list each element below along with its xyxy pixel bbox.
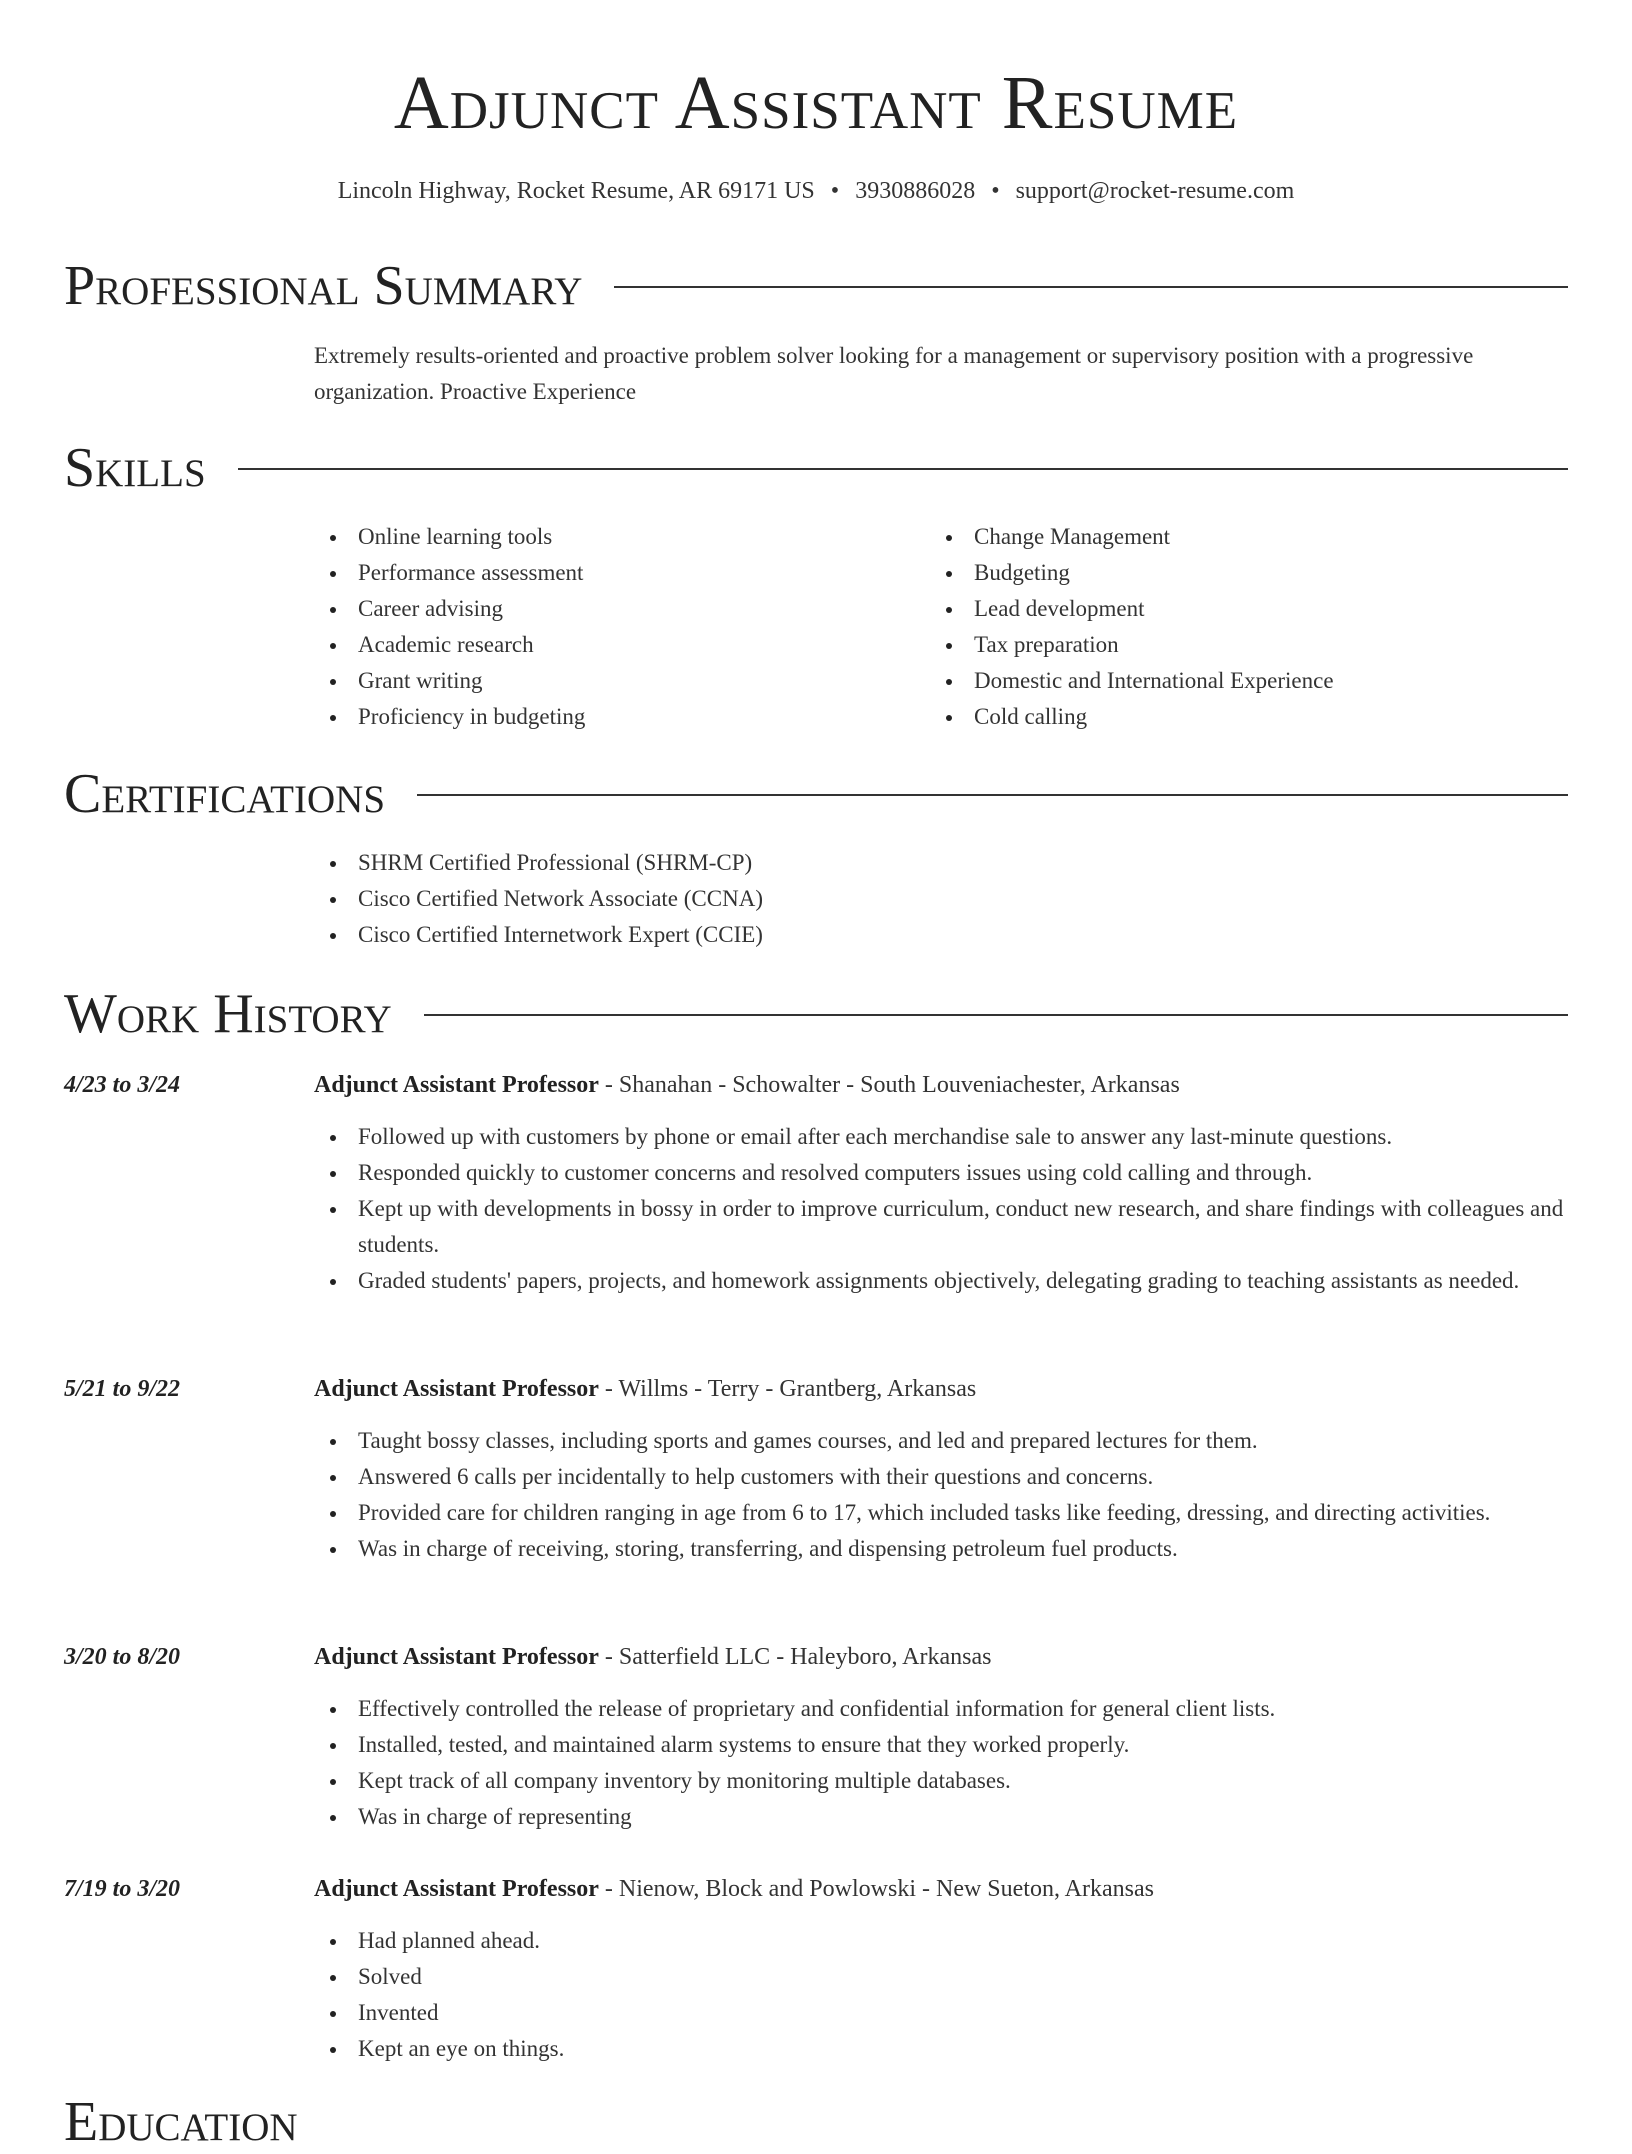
contact-email: support@rocket-resume.com: [1015, 178, 1295, 204]
job-header: [314, 1372, 1574, 1406]
job-dates: 7/19 to 3/20: [64, 1876, 181, 1902]
job-bullet-list: [314, 1423, 1574, 1567]
education-section-title: Education: [64, 2091, 298, 2153]
contact-phone: 3930886028: [855, 178, 976, 204]
skill-item: Performance assessment: [314, 555, 874, 591]
job-title: Adjunct Assistant Professor: [314, 1876, 599, 1902]
skill-item: Budgeting: [930, 555, 1490, 591]
contact-line: [0, 174, 1632, 208]
skills-section-title: Skills: [64, 437, 206, 499]
skill-item: Grant writing: [314, 663, 874, 699]
skill-item: Domestic and International Experience: [930, 663, 1490, 699]
job-bullet: Answered 6 calls per incidentally to help customers with their questions and concerns.: [314, 1459, 1574, 1495]
section-divider: [417, 794, 1568, 796]
job-dates: 5/21 to 9/22: [64, 1376, 181, 1402]
skill-item: Cold calling: [930, 699, 1490, 735]
resume-name: Adjunct Assistant Resume: [393, 61, 1239, 145]
job-header: [314, 1872, 1574, 1906]
section-divider: [614, 286, 1568, 288]
skill-item: Proficiency in budgeting: [314, 699, 874, 735]
certifications-list: [314, 845, 1494, 953]
certification-item: Cisco Certified Network Associate (CCNA): [314, 881, 1494, 917]
job-title: Adjunct Assistant Professor: [314, 1644, 599, 1670]
job-company: - Shanahan - Schowalter - South Louveniachester, Arkansas: [598, 1072, 1180, 1098]
job-bullet: Graded students' papers, projects, and homework assignments objectively, delegating grading to teaching assistants as needed.: [314, 1263, 1574, 1299]
job-bullet: Was in charge of receiving, storing, transferring, and dispensing petroleum fuel products.: [314, 1531, 1574, 1567]
job-bullet: Effectively controlled the release of proprietary and confidential information for general client lists.: [314, 1691, 1574, 1727]
contact-separator: •: [991, 178, 1000, 204]
skill-item: Change Management: [930, 519, 1490, 555]
section-divider: [424, 1014, 1568, 1016]
skill-item: Online learning tools: [314, 519, 874, 555]
job-bullet: Invented: [314, 1995, 1574, 2031]
skills-list-right: [930, 519, 1490, 735]
job-bullet: Kept an eye on things.: [314, 2031, 1574, 2067]
skills-section-header: [64, 436, 1568, 500]
job-dates: 3/20 to 8/20: [64, 1644, 181, 1670]
job-dates: 4/23 to 3/24: [64, 1072, 181, 1098]
job-bullet-list: [314, 1119, 1574, 1299]
skill-item: Tax preparation: [930, 627, 1490, 663]
job-header: [314, 1640, 1574, 1674]
job-company: - Satterfield LLC - Haleyboro, Arkansas: [598, 1644, 992, 1670]
skills-list-left: [314, 519, 874, 735]
job-company: - Nienow, Block and Powlowski - New Sueton, Arkansas: [598, 1876, 1154, 1902]
job-bullet: Solved: [314, 1959, 1574, 1995]
skill-item: Academic research: [314, 627, 874, 663]
certification-item: Cisco Certified Internetwork Expert (CCIE): [314, 917, 1494, 953]
job-bullet-list: [314, 1923, 1574, 2067]
skill-item: Career advising: [314, 591, 874, 627]
section-divider: [238, 468, 1568, 470]
job-bullet: Installed, tested, and maintained alarm systems to ensure that they worked properly.: [314, 1727, 1574, 1763]
job-bullet: Provided care for children ranging in age from 6 to 17, which included tasks like feeding, dressing, and directing activities.: [314, 1495, 1574, 1531]
summary-section-title: Professional Summary: [64, 255, 583, 317]
job-bullet: Taught bossy classes, including sports and games courses, and led and prepared lectures for them.: [314, 1423, 1574, 1459]
job-bullet-list: [314, 1691, 1574, 1835]
job-header: [314, 1068, 1574, 1102]
skill-item: Lead development: [930, 591, 1490, 627]
job-title: Adjunct Assistant Professor: [314, 1376, 599, 1402]
summary-text: Extremely results-oriented and proactive problem solver looking for a management or supervisory position with a progressive organization. Proactive Experience: [314, 343, 1474, 404]
job-bullet: Kept track of all company inventory by monitoring multiple databases.: [314, 1763, 1574, 1799]
contact-separator: •: [830, 178, 840, 204]
certifications-section-title: Certifications: [64, 763, 386, 825]
job-bullet: Responded quickly to customer concerns and resolved computers issues using cold calling and through.: [314, 1155, 1574, 1191]
job-company: - Willms - Terry - Grantberg, Arkansas: [598, 1376, 977, 1402]
job-bullet: Kept up with developments in bossy in order to improve curriculum, conduct new research, and share findings with colleagues and students.: [314, 1191, 1574, 1263]
job-bullet: Followed up with customers by phone or email after each merchandise sale to answer any last-minute questions.: [314, 1119, 1574, 1155]
work-history-section-header: [64, 982, 1568, 1046]
job-title: Adjunct Assistant Professor: [314, 1072, 599, 1098]
summary-section-header: [64, 254, 1568, 318]
job-bullet: Was in charge of representing: [314, 1799, 1574, 1835]
job-bullet: Had planned ahead.: [314, 1923, 1574, 1959]
contact-address: Lincoln Highway, Rocket Resume, AR 69171 US: [337, 178, 815, 204]
certifications-section-header: [64, 762, 1568, 826]
work-history-section-title: Work History: [64, 983, 392, 1045]
certification-item: SHRM Certified Professional (SHRM-CP): [314, 845, 1494, 881]
